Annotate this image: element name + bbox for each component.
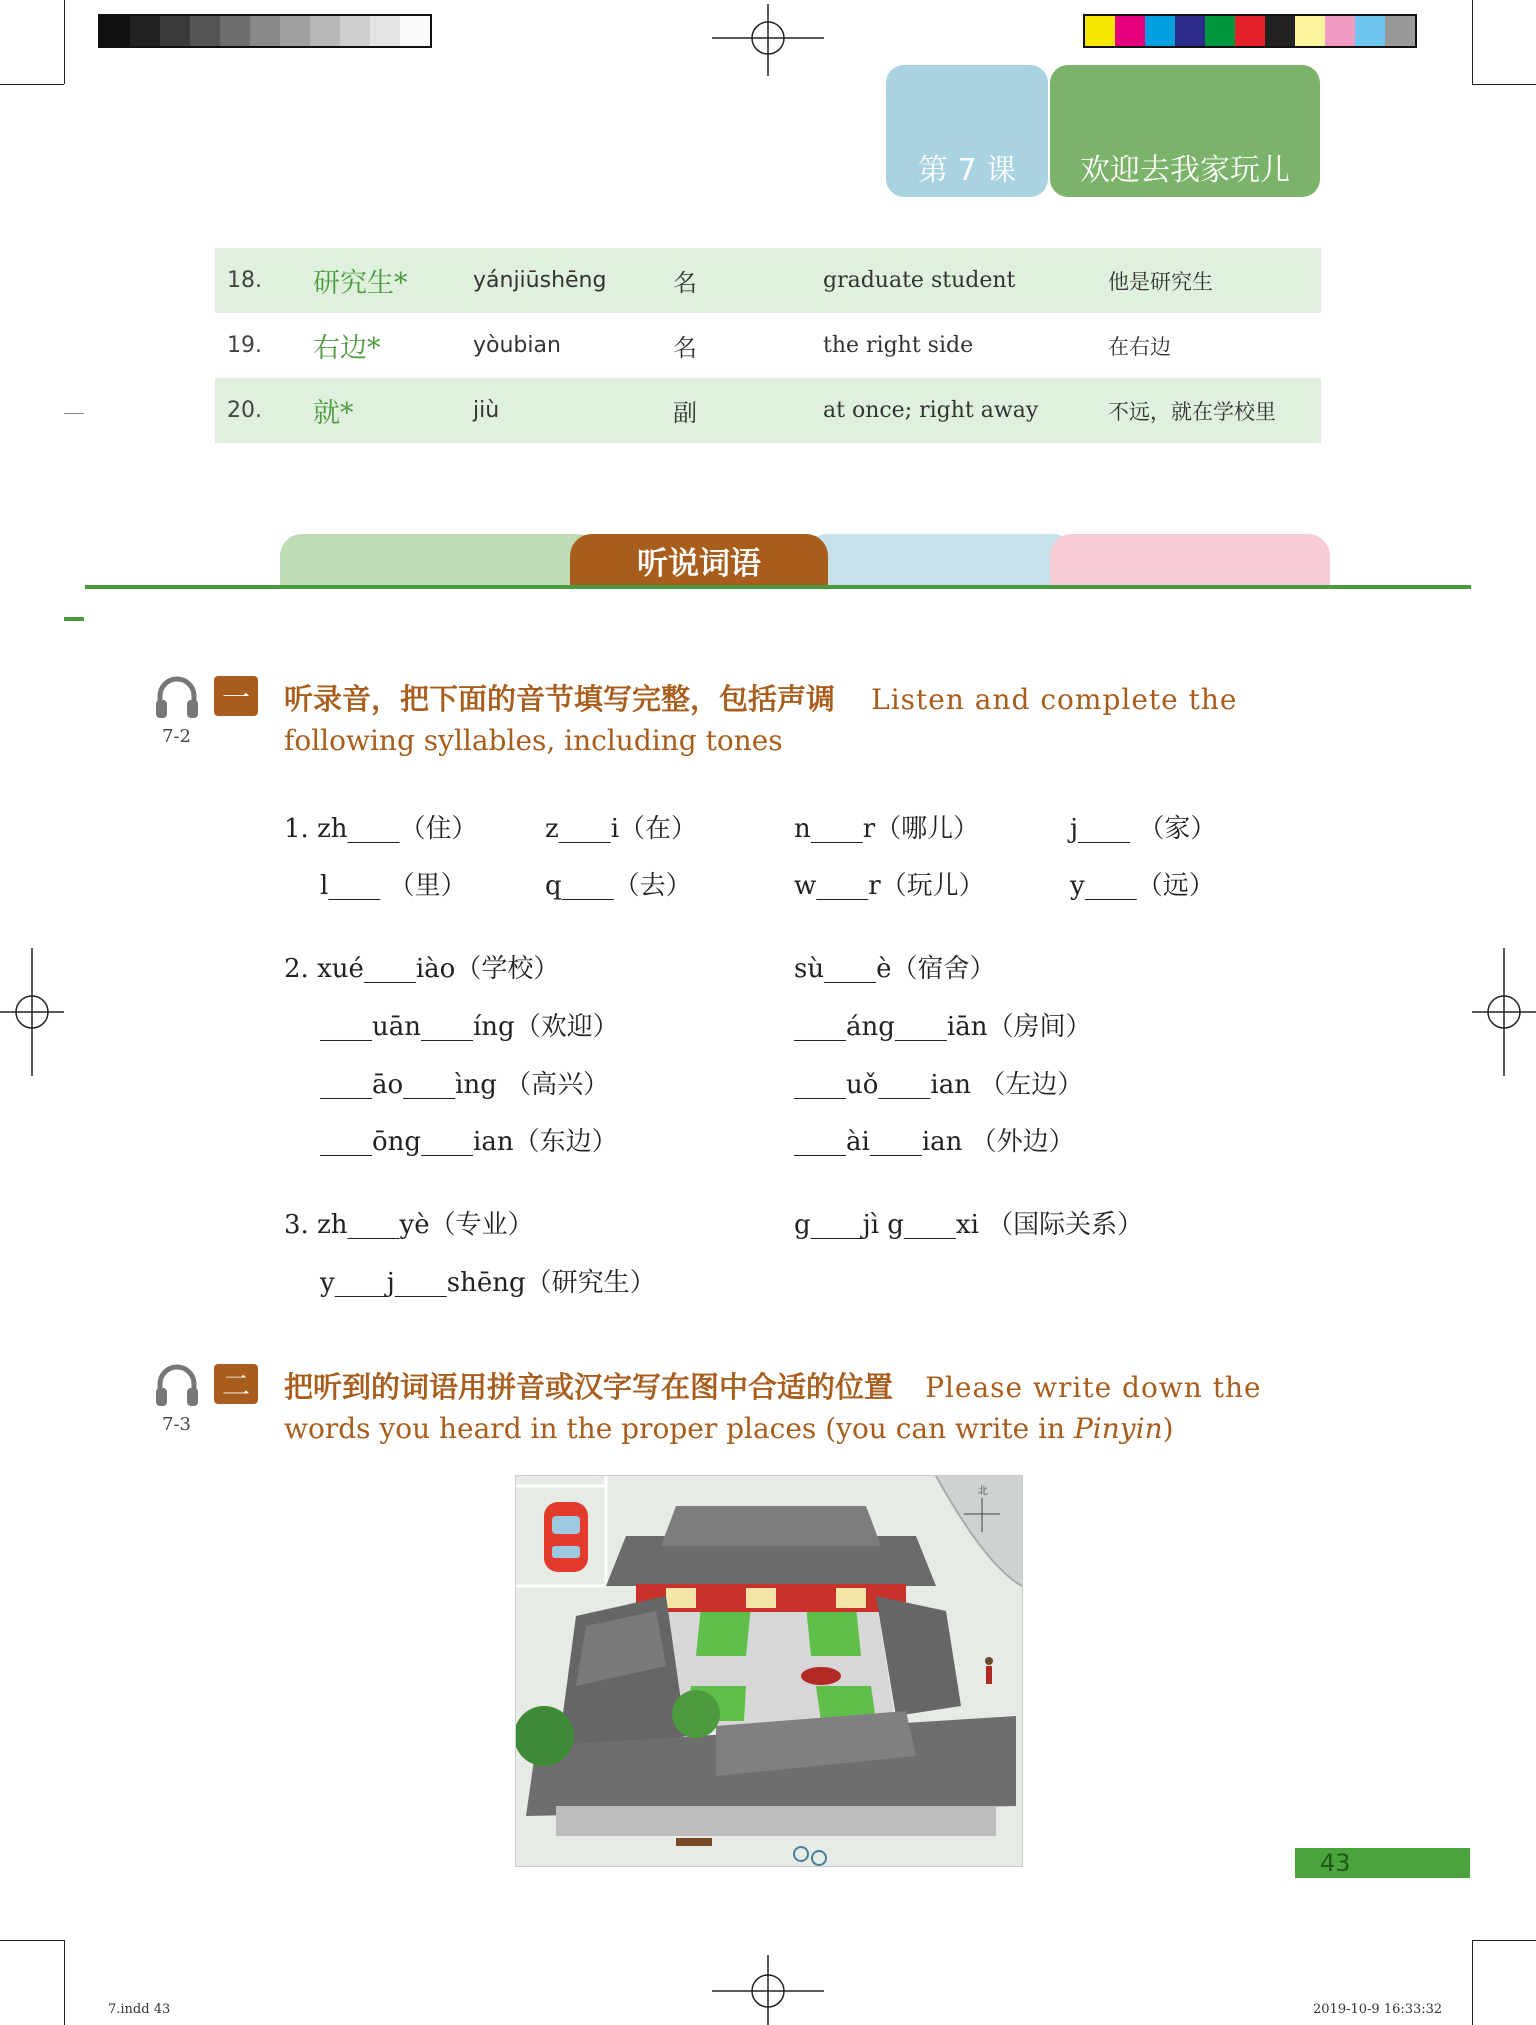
- crop-mark: [1472, 84, 1536, 85]
- syllable-item[interactable]: l____ （里）: [320, 871, 467, 901]
- crop-mark: [1472, 0, 1473, 84]
- footer-file-info: 7.indd 43: [108, 2002, 171, 2017]
- banner-divider: [85, 585, 1471, 589]
- syllable-item[interactable]: 2. xué____iào（学校）: [284, 954, 560, 984]
- vocab-number: 19.: [227, 333, 262, 358]
- exercise-title-en: Listen and complete the: [871, 683, 1238, 716]
- grayscale-strip: [98, 14, 432, 48]
- syllable-item[interactable]: n____r（哪儿）: [794, 814, 980, 844]
- vocab-hanzi: 研究生*: [313, 268, 408, 299]
- exercise-title: [284, 677, 1237, 718]
- crop-mark: [0, 84, 64, 85]
- exercise-title-cn: 听录音，把下面的音节填写完整，包括声调: [284, 682, 836, 716]
- syllable-item[interactable]: ____āo____ìng （高兴）: [320, 1070, 610, 1100]
- vocab-english: the right side: [823, 333, 974, 358]
- section-banner-title: 听说词语: [570, 534, 828, 586]
- exercise-title: [284, 1365, 1262, 1406]
- vocab-number: 18.: [227, 268, 262, 293]
- vocab-example: 他是研究生: [1108, 269, 1213, 294]
- vocab-pinyin: yánjiūshēng: [473, 268, 607, 293]
- exercise-title-en: Please write down the: [925, 1371, 1262, 1404]
- syllable-item[interactable]: y____（远）: [1070, 871, 1215, 901]
- color-strip: [1083, 14, 1417, 48]
- banner-tab-blue: [805, 534, 1075, 586]
- vocab-part-of-speech: 副: [673, 399, 697, 427]
- exercise-subtitle: following syllables, including tones: [284, 724, 783, 757]
- registration-mark-top: [712, 4, 824, 76]
- vocab-example: 不远，就在学校里: [1108, 399, 1276, 424]
- vocab-number: 20.: [227, 398, 262, 423]
- vocab-hanzi: 就*: [313, 398, 354, 429]
- crop-mark: [0, 1940, 64, 1941]
- exercise-subtitle-part: words you heard in the proper places (you can write in: [284, 1412, 1074, 1445]
- registration-mark-right: [1470, 948, 1536, 1076]
- banner-tab-green: [280, 534, 600, 586]
- headphone-icon[interactable]: [154, 1362, 200, 1408]
- courtyard-drawing: [516, 1476, 1022, 1866]
- vocab-pinyin: jiù: [473, 398, 500, 423]
- audio-track-label: 7-3: [162, 1414, 191, 1435]
- syllable-item[interactable]: ____áng____iān（房间）: [794, 1012, 1092, 1042]
- syllable-item[interactable]: g____jì g____xi （国际关系）: [794, 1210, 1144, 1240]
- syllable-item[interactable]: ____ōng____ian（东边）: [320, 1127, 618, 1157]
- banner-tab-pink: [1050, 534, 1330, 586]
- headphone-icon[interactable]: [154, 674, 200, 720]
- syllable-item[interactable]: ____uǒ____ian （左边）: [794, 1070, 1084, 1100]
- vocab-part-of-speech: 名: [673, 334, 697, 362]
- vocab-english: graduate student: [823, 268, 1016, 293]
- syllable-item[interactable]: z____i（在）: [545, 814, 698, 844]
- syllable-item[interactable]: q____（去）: [545, 871, 692, 901]
- exercise-subtitle: [284, 1412, 1174, 1445]
- lesson-title-tab: 欢迎去我家玩儿: [1050, 65, 1320, 197]
- side-tick: [64, 413, 84, 414]
- crop-mark: [1472, 1940, 1536, 1941]
- exercise-subtitle-italic: Pinyin: [1073, 1412, 1163, 1445]
- vocab-example: 在右边: [1108, 334, 1171, 359]
- registration-mark-bottom: [712, 1955, 824, 2025]
- exercise-number-badge: 二: [214, 1364, 258, 1404]
- syllable-item[interactable]: 1. zh____（住）: [284, 814, 478, 844]
- vocab-english: at once; right away: [823, 398, 1039, 423]
- vocabulary-table: [215, 248, 1321, 443]
- vocab-row: [215, 378, 1321, 443]
- vocab-hanzi: 右边*: [313, 333, 381, 364]
- syllable-item[interactable]: w____r（玩儿）: [794, 871, 985, 901]
- vocab-part-of-speech: 名: [673, 269, 697, 297]
- exercise-subtitle-part: ): [1162, 1412, 1174, 1445]
- footer-timestamp: 2019-10-9 16:33:32: [1313, 2002, 1443, 2017]
- audio-track-label: 7-2: [162, 726, 191, 747]
- compass-label: 北: [978, 1486, 988, 1497]
- registration-mark-left: [0, 948, 70, 1076]
- courtyard-illustration[interactable]: [515, 1475, 1023, 1867]
- exercise-title-cn: 把听到的词语用拼音或汉字写在图中合适的位置: [284, 1370, 894, 1404]
- syllable-item[interactable]: ____uān____íng（欢迎）: [320, 1012, 619, 1042]
- crop-mark: [64, 1940, 65, 2025]
- syllable-item[interactable]: 3. zh____yè（专业）: [284, 1210, 534, 1240]
- syllable-item[interactable]: j____ （家）: [1070, 814, 1217, 844]
- syllable-item[interactable]: y____j____shēng（研究生）: [320, 1268, 656, 1298]
- page-number: 43: [1295, 1848, 1470, 1878]
- syllable-item[interactable]: sù____è（宿舍）: [794, 954, 996, 984]
- exercise-number-badge: 一: [214, 676, 258, 716]
- vocab-pinyin: yòubian: [473, 333, 561, 358]
- crop-mark: [64, 0, 65, 84]
- margin-dash: [64, 617, 84, 621]
- lesson-number-tab: 第 7 课: [886, 65, 1048, 197]
- crop-mark: [1472, 1940, 1473, 2025]
- vocab-row: [215, 313, 1321, 378]
- vocab-row: [215, 248, 1321, 313]
- syllable-item[interactable]: ____ài____ian （外边）: [794, 1127, 1075, 1157]
